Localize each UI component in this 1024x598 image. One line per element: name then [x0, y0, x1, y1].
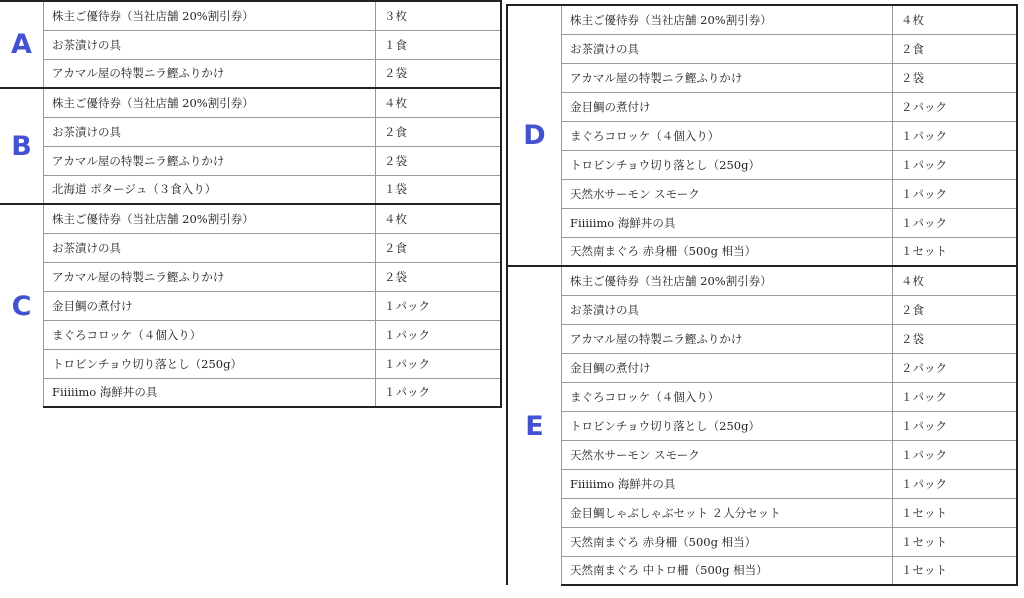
- item-name: 北海道 ポタージュ（３食入り）: [44, 175, 376, 204]
- table-row: [0, 175, 501, 204]
- item-name: 天然水サーモン スモーク: [562, 440, 893, 469]
- item-qty: １パック: [893, 179, 1018, 208]
- group-label-b: B: [0, 88, 44, 204]
- item-name: 株主ご優待券（当社店舗 20%割引券）: [44, 1, 376, 30]
- item-name: 天然南まぐろ 赤身柵（500g 相当）: [562, 237, 893, 266]
- table-row: [0, 1, 501, 30]
- item-qty: ２食: [893, 295, 1018, 324]
- item-qty: １パック: [893, 208, 1018, 237]
- table-row: [0, 262, 501, 291]
- table-row: [0, 30, 501, 59]
- item-name: 金目鯛の煮付け: [562, 353, 893, 382]
- item-qty: １パック: [376, 320, 502, 349]
- table-row: [507, 440, 1017, 469]
- table-row: [507, 527, 1017, 556]
- item-qty: １パック: [893, 411, 1018, 440]
- item-name: 金目鯛の煮付け: [44, 291, 376, 320]
- item-name: 天然水サーモン スモーク: [562, 179, 893, 208]
- item-name: トロビンチョウ切り落とし（250g）: [562, 150, 893, 179]
- item-name: 株主ご優待券（当社店舗 20%割引券）: [562, 266, 893, 295]
- item-name: お茶漬けの具: [562, 34, 893, 63]
- item-qty: １パック: [376, 378, 502, 407]
- item-qty: １セット: [893, 527, 1018, 556]
- table-row: [507, 121, 1017, 150]
- table-row: [0, 320, 501, 349]
- item-qty: １パック: [893, 150, 1018, 179]
- item-qty: １食: [376, 30, 502, 59]
- item-qty: ２パック: [893, 353, 1018, 382]
- item-name: まぐろコロッケ（４個入り）: [562, 121, 893, 150]
- table-row: [507, 63, 1017, 92]
- group-label-a: A: [0, 1, 44, 88]
- table-row: [507, 237, 1017, 266]
- item-name: 株主ご優待券（当社店舗 20%割引券）: [44, 88, 376, 117]
- group-label-d: D: [507, 5, 562, 266]
- table-row: [507, 179, 1017, 208]
- item-qty: ２パック: [893, 92, 1018, 121]
- table-row: [507, 150, 1017, 179]
- item-qty: ４枚: [376, 88, 502, 117]
- table-row: [0, 88, 501, 117]
- item-qty: １セット: [893, 556, 1018, 585]
- item-qty: １セット: [893, 498, 1018, 527]
- benefits-table-left: [0, 0, 502, 408]
- item-qty: ４枚: [893, 5, 1018, 34]
- item-qty: ２袋: [376, 146, 502, 175]
- item-name: まぐろコロッケ（４個入り）: [562, 382, 893, 411]
- item-name: アカマル屋の特製ニラ鰹ふりかけ: [562, 63, 893, 92]
- item-name: Fiiiiimo 海鮮丼の具: [44, 378, 376, 407]
- item-name: 金目鯛の煮付け: [562, 92, 893, 121]
- item-qty: １パック: [376, 349, 502, 378]
- item-name: お茶漬けの具: [44, 117, 376, 146]
- item-name: アカマル屋の特製ニラ鰹ふりかけ: [44, 262, 376, 291]
- table-row: [0, 291, 501, 320]
- table-row: [507, 295, 1017, 324]
- item-name: 金目鯛しゃぶしゃぶセット ２人分セット: [562, 498, 893, 527]
- item-qty: ２袋: [893, 63, 1018, 92]
- item-name: トロビンチョウ切り落とし（250g）: [44, 349, 376, 378]
- table-row: [507, 5, 1017, 34]
- item-qty: １パック: [893, 121, 1018, 150]
- item-qty: １パック: [376, 291, 502, 320]
- item-qty: ２袋: [893, 324, 1018, 353]
- table-row: [507, 556, 1017, 585]
- item-qty: １セット: [893, 237, 1018, 266]
- table-row: [0, 378, 501, 407]
- table-row: [0, 233, 501, 262]
- item-qty: ２袋: [376, 262, 502, 291]
- item-name: Fiiiiimo 海鮮丼の具: [562, 208, 893, 237]
- item-qty: １袋: [376, 175, 502, 204]
- item-name: アカマル屋の特製ニラ鰹ふりかけ: [44, 146, 376, 175]
- item-qty: ２袋: [376, 59, 502, 88]
- item-name: Fiiiiimo 海鮮丼の具: [562, 469, 893, 498]
- item-name: アカマル屋の特製ニラ鰹ふりかけ: [562, 324, 893, 353]
- table-row: [0, 204, 501, 233]
- table-row: [507, 266, 1017, 295]
- table-row: [507, 382, 1017, 411]
- table-row: [507, 353, 1017, 382]
- item-qty: ２食: [893, 34, 1018, 63]
- table-row: [507, 208, 1017, 237]
- table-row: [507, 411, 1017, 440]
- table-row: [507, 34, 1017, 63]
- group-label-e: E: [507, 266, 562, 585]
- benefits-table-right: [506, 4, 1018, 586]
- item-qty: ４枚: [893, 266, 1018, 295]
- item-qty: ３枚: [376, 1, 502, 30]
- item-name: アカマル屋の特製ニラ鰹ふりかけ: [44, 59, 376, 88]
- table-row: [507, 92, 1017, 121]
- table-row: [507, 324, 1017, 353]
- item-name: 天然南まぐろ 中トロ柵（500g 相当）: [562, 556, 893, 585]
- item-qty: １パック: [893, 469, 1018, 498]
- item-qty: ２食: [376, 233, 502, 262]
- item-name: お茶漬けの具: [44, 30, 376, 59]
- table-row: [507, 469, 1017, 498]
- item-name: 天然南まぐろ 赤身柵（500g 相当）: [562, 527, 893, 556]
- table-row: [0, 59, 501, 88]
- item-qty: ４枚: [376, 204, 502, 233]
- table-row: [0, 349, 501, 378]
- group-label-c: C: [0, 204, 44, 407]
- item-name: 株主ご優待券（当社店舗 20%割引券）: [44, 204, 376, 233]
- item-name: トロビンチョウ切り落とし（250g）: [562, 411, 893, 440]
- item-name: お茶漬けの具: [562, 295, 893, 324]
- item-qty: １パック: [893, 440, 1018, 469]
- item-name: 株主ご優待券（当社店舗 20%割引券）: [562, 5, 893, 34]
- item-name: お茶漬けの具: [44, 233, 376, 262]
- table-row: [0, 146, 501, 175]
- table-row: [0, 117, 501, 146]
- item-qty: ２食: [376, 117, 502, 146]
- item-name: まぐろコロッケ（４個入り）: [44, 320, 376, 349]
- table-row: [507, 498, 1017, 527]
- item-qty: １パック: [893, 382, 1018, 411]
